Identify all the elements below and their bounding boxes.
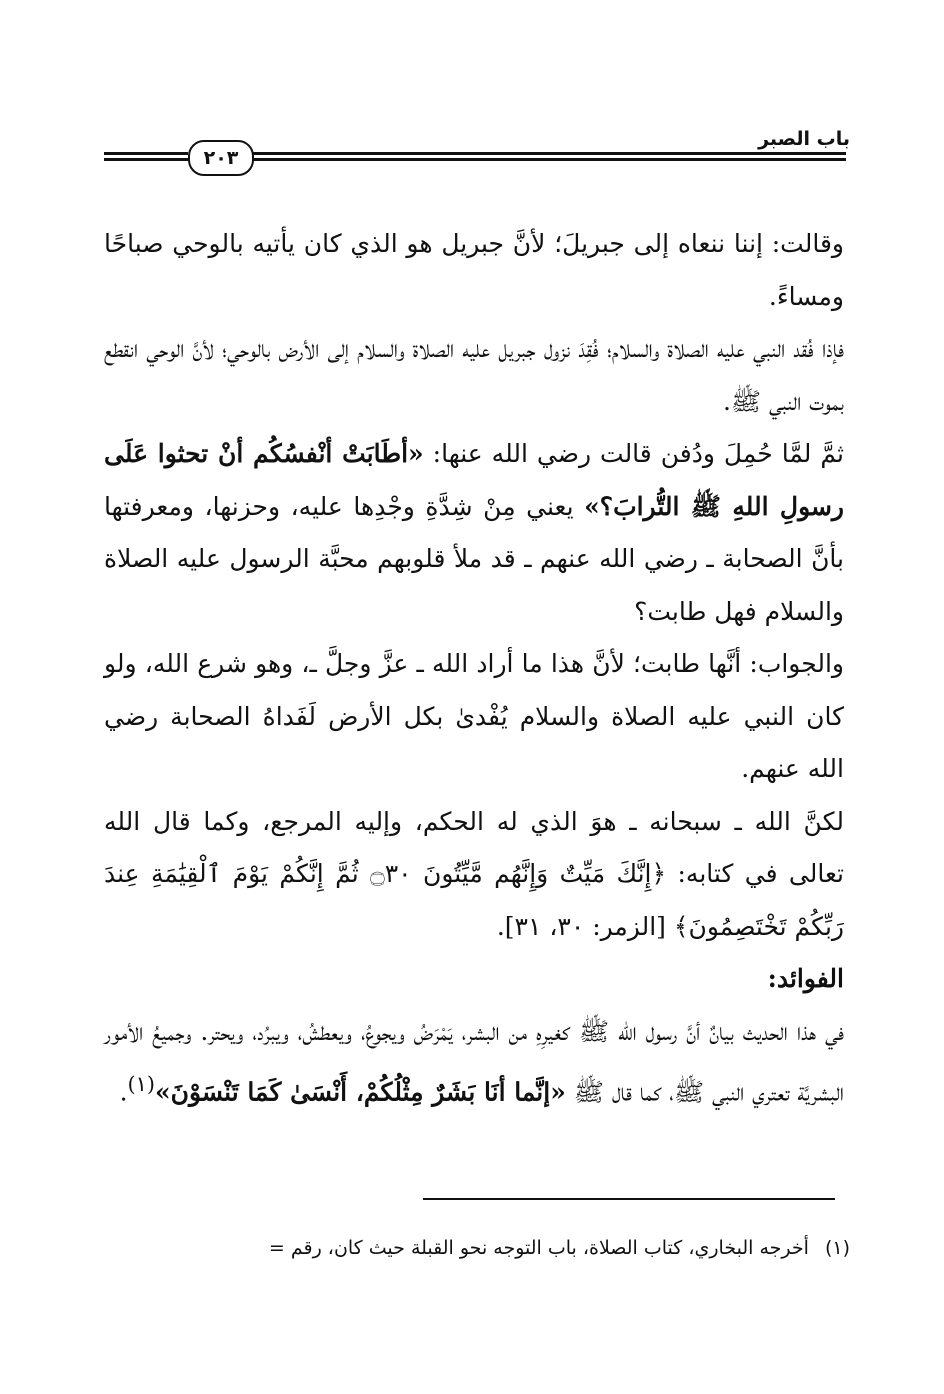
hadith-quote: «أطَابَتْ أنْفسُكُم أنْ تحثوا عَلَى رسولِ اللهِ ﷺ التُّرابَ؟» bbox=[104, 439, 845, 521]
section-heading: الفوائد: bbox=[767, 964, 844, 993]
paragraph-3 bbox=[104, 428, 844, 638]
quran-verse: ﴿إِنَّكَ مَيِّتٌ وَإِنَّهُم مَّيِّتُونَ ۝٣٠ ثُمَّ إِنَّكُمْ يَوْمَ ٱلْقِيَٰمَةِ عِندَ رَبِّكُمْ تَخْتَصِمُونَ﴾ bbox=[104, 859, 844, 941]
body-text bbox=[104, 218, 844, 1119]
header-rule bbox=[104, 146, 846, 168]
paragraph-1: وقالت: إننا ننعاه إلى جبريلَ؛ لأنَّ جبريل هو الذي كان يأتيه بالوحي صباحًا ومساءً. bbox=[104, 229, 844, 311]
paragraph-2: فإذا فُقد النبي عليه الصلاة والسلام؛ فُقِدَ نزول جبريل عليه الصلاة والسلام إلى الأرض بالوحي؛ لأنَّ الوحي انقطع بموت النبي ﷺ. bbox=[104, 334, 844, 416]
paragraph-3-rest: يعني مِنْ شِدَّةِ وجْدِها عليه، وحزنها، ومعرفتها بأنَّ الصحابة ـ رضي الله عنهم ـ قد ملأ قلوبهم محبَّة الرسول عليه الصلاة والسلام فهل طابت؟ bbox=[104, 491, 844, 626]
running-head: باب الصبر bbox=[758, 128, 850, 150]
paragraph-3-intro: ثمَّ لمَّا حُمِلَ ودُفن قالت رضي الله عنها: bbox=[423, 439, 844, 468]
paragraph-6-end: . bbox=[119, 1077, 128, 1107]
verse-reference: [الزمر: ٣٠، ٣١]. bbox=[496, 911, 674, 941]
page-number: ٢٠٣ bbox=[188, 140, 254, 176]
footnote bbox=[105, 1237, 850, 1259]
footnote-marker: (١) bbox=[127, 1072, 155, 1096]
footnote-separator bbox=[423, 1198, 835, 1200]
header-rule-line bbox=[246, 152, 846, 155]
paragraph-5 bbox=[104, 796, 844, 954]
header-rule-line bbox=[104, 158, 188, 161]
header-rule-line bbox=[104, 152, 188, 155]
header-rule-line bbox=[246, 158, 846, 161]
hadith-quote-2: «إنَّما أنَا بَشَرٌ مِثْلُكُمْ، أَنْسَىٰ كَمَا تَنْسَوْنَ» bbox=[154, 1077, 566, 1107]
paragraph-5-intro: لكنَّ الله ـ سبحانه ـ هوَ الذي له الحكم، وإليه المرجع، وكما قال الله تعالى في كتابه: bbox=[104, 806, 844, 888]
paragraph-6-text: في هذا الحديث بيانٌ أنَّ رسول الله ﷺ كغيرِهِ من البشر، يَمْرَضُ ويجوعُ، ويعطشُ، ويبرُد، ويحتر. وجميعُ الأمور البشريَّة تعتري النبي ﷺ، كما قال ﷺ bbox=[104, 1016, 844, 1107]
footnote-number: (١) bbox=[824, 1237, 850, 1259]
footnote-text: أخرجه البخاري، كتاب الصلاة، باب التوجه نحو القبلة حيث كان، رقم = bbox=[268, 1237, 809, 1259]
paragraph-6 bbox=[104, 1006, 844, 1119]
paragraph-4: والجواب: أنَّها طابت؛ لأنَّ هذا ما أراد الله ـ عزَّ وجلَّ ـ، وهو شرع الله، ولو كان النبي عليه الصلاة والسلام يُفْدىٰ بكل الأرض لَفَداهُ الصحابة رضي الله عنهم. bbox=[104, 649, 844, 783]
